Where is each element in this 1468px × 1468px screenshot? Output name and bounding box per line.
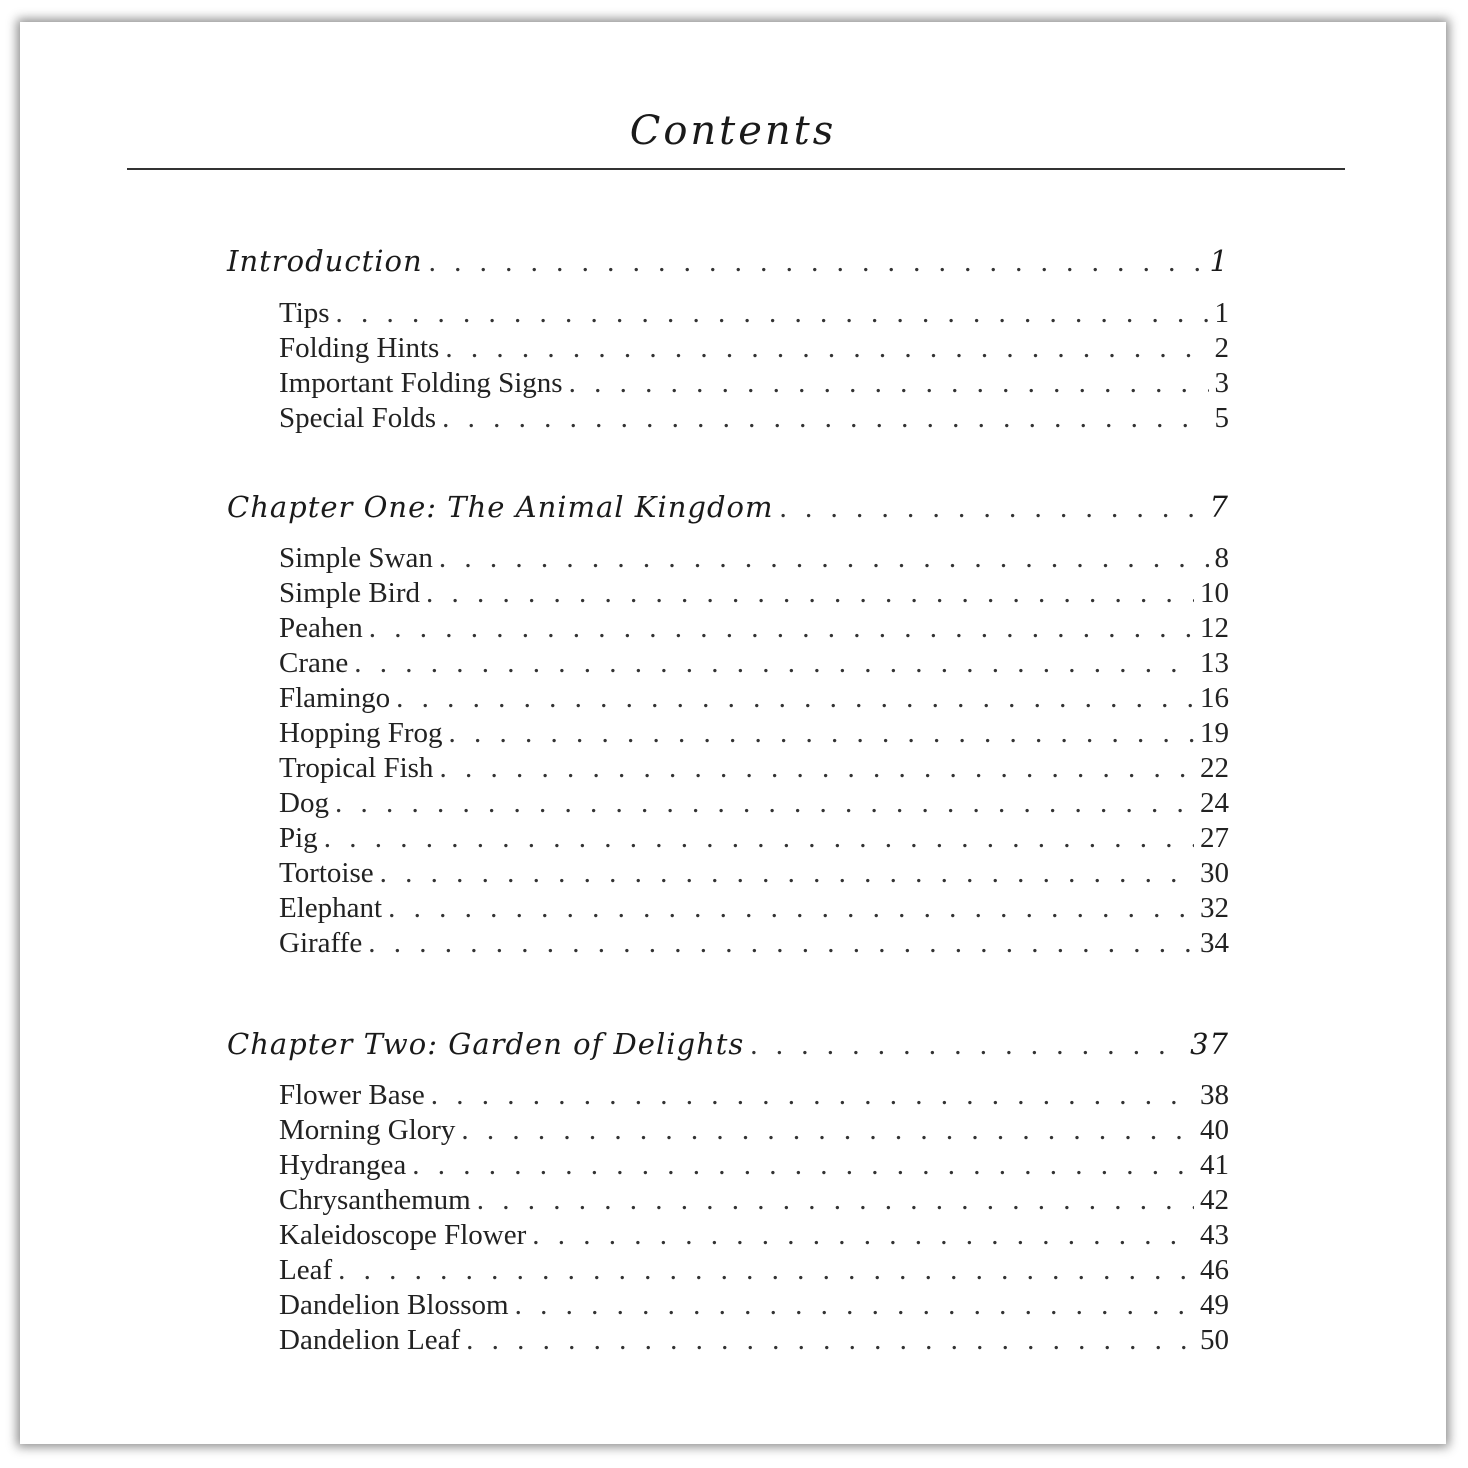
toc-entry[interactable]	[279, 367, 1229, 400]
toc-chapter-two[interactable]	[227, 1027, 1229, 1062]
leader-dots	[338, 1254, 1194, 1287]
toc-entry-label: Kaleidoscope Flower	[279, 1219, 527, 1251]
toc-entry[interactable]	[279, 577, 1229, 610]
toc-page-number: 5	[1214, 402, 1229, 434]
toc-entry[interactable]	[279, 717, 1229, 750]
toc-entry[interactable]	[279, 1079, 1229, 1112]
toc-page-number: 7	[1209, 490, 1229, 524]
toc-entry-label: Morning Glory	[279, 1114, 456, 1146]
toc-entry-label: Tortoise	[279, 857, 374, 889]
leader-dots	[324, 822, 1194, 855]
toc-entry-label: Dandelion Leaf	[279, 1324, 461, 1356]
toc-chapter-label: Introduction	[227, 244, 423, 278]
toc-page-number: 1	[1214, 297, 1229, 329]
leader-dots	[336, 297, 1209, 330]
toc-entry[interactable]	[279, 787, 1229, 820]
toc-page-number: 2	[1214, 332, 1229, 364]
leader-dots	[426, 577, 1194, 610]
toc-page-number: 37	[1190, 1027, 1229, 1061]
toc-page-number: 19	[1200, 717, 1229, 749]
toc-page-number: 1	[1209, 244, 1229, 278]
toc-entry[interactable]	[279, 1289, 1229, 1322]
toc-chapter-introduction[interactable]	[227, 244, 1229, 279]
leader-dots	[569, 367, 1209, 400]
toc-entry[interactable]	[279, 1324, 1229, 1357]
toc-entry-label: Leaf	[279, 1254, 333, 1286]
toc-page-number: 16	[1200, 682, 1229, 714]
toc-entry[interactable]	[279, 647, 1229, 680]
toc-entry[interactable]	[279, 682, 1229, 715]
leader-dots	[380, 857, 1194, 890]
toc-entry[interactable]	[279, 822, 1229, 855]
toc-entry-label: Tropical Fish	[279, 752, 434, 784]
toc-entry[interactable]	[279, 297, 1229, 330]
toc-entry[interactable]	[279, 752, 1229, 785]
toc-page-number: 10	[1200, 577, 1229, 609]
toc-entry-label: Giraffe	[279, 927, 363, 959]
toc-entry[interactable]	[279, 892, 1229, 925]
toc-entry-label: Dandelion Blossom	[279, 1289, 509, 1321]
toc-page-number: 41	[1200, 1149, 1229, 1181]
toc-entry[interactable]	[279, 542, 1229, 575]
toc-entry[interactable]	[279, 332, 1229, 365]
toc-entry-label: Flower Base	[279, 1079, 425, 1111]
toc-page-number: 24	[1200, 787, 1229, 819]
toc-entry-label: Dog	[279, 787, 329, 819]
toc-page-number: 22	[1200, 752, 1229, 784]
toc-entry-label: Chrysanthemum	[279, 1184, 471, 1216]
toc-entry[interactable]	[279, 1149, 1229, 1182]
toc-entry[interactable]	[279, 1219, 1229, 1252]
toc-chapter-one[interactable]	[227, 490, 1229, 525]
toc-page-number: 46	[1200, 1254, 1229, 1286]
leader-dots	[780, 492, 1204, 525]
toc-entry-label: Peahen	[279, 612, 363, 644]
toc-entry-label: Tips	[279, 297, 330, 329]
leader-dots	[429, 246, 1204, 279]
toc-entry-label: Simple Swan	[279, 542, 433, 574]
toc-entry-label: Hydrangea	[279, 1149, 407, 1181]
toc-entry-label: Flamingo	[279, 682, 391, 714]
toc-chapter-label: Chapter Two: Garden of Delights	[227, 1027, 745, 1061]
toc-entry[interactable]	[279, 1114, 1229, 1147]
toc-page-number: 13	[1200, 647, 1229, 679]
leader-dots	[388, 892, 1194, 925]
toc-entry-label: Crane	[279, 647, 349, 679]
leader-dots	[412, 1149, 1194, 1182]
leader-dots	[449, 717, 1194, 750]
toc-page-number: 49	[1200, 1289, 1229, 1321]
toc-entry[interactable]	[279, 1254, 1229, 1287]
toc-entry[interactable]	[279, 857, 1229, 890]
toc-page-number: 34	[1200, 927, 1229, 959]
toc-page-number: 8	[1214, 542, 1229, 574]
toc-entry-label: Elephant	[279, 892, 383, 924]
leader-dots	[396, 682, 1194, 715]
toc-page-number: 27	[1200, 822, 1229, 854]
leader-dots	[369, 612, 1194, 645]
leader-dots	[461, 1114, 1194, 1147]
toc-entry-label: Special Folds	[279, 402, 437, 434]
toc-page-number: 38	[1200, 1079, 1229, 1111]
toc-entry[interactable]	[279, 612, 1229, 645]
toc-page-number: 3	[1214, 367, 1229, 399]
toc-entry-label: Hopping Frog	[279, 717, 443, 749]
leader-dots	[439, 542, 1209, 575]
leader-dots	[368, 927, 1194, 960]
leader-dots	[477, 1184, 1194, 1217]
leader-dots	[354, 647, 1194, 680]
toc-page-number: 12	[1200, 612, 1229, 644]
toc-page-number: 30	[1200, 857, 1229, 889]
leader-dots	[431, 1079, 1194, 1112]
leader-dots	[466, 1324, 1194, 1357]
toc-entry-label: Important Folding Signs	[279, 367, 563, 399]
leader-dots	[515, 1289, 1194, 1322]
page-title: Contents	[629, 108, 837, 154]
toc-entry-label: Simple Bird	[279, 577, 420, 609]
toc-entry[interactable]	[279, 927, 1229, 960]
toc-entry[interactable]	[279, 402, 1229, 435]
toc-chapter-label: Chapter One: The Animal Kingdom	[227, 490, 774, 524]
title-divider	[127, 168, 1345, 170]
leader-dots	[532, 1219, 1194, 1252]
leader-dots	[439, 752, 1194, 785]
toc-page-number: 50	[1200, 1324, 1229, 1356]
toc-entry-label: Pig	[279, 822, 318, 854]
toc-page-number: 32	[1200, 892, 1229, 924]
toc-page-number: 40	[1200, 1114, 1229, 1146]
leader-dots	[750, 1029, 1184, 1062]
document-page	[20, 22, 1446, 1444]
toc-page-number: 42	[1200, 1184, 1229, 1216]
toc-page-number: 43	[1200, 1219, 1229, 1251]
leader-dots	[442, 402, 1208, 435]
leader-dots	[445, 332, 1208, 365]
toc-entry[interactable]	[279, 1184, 1229, 1217]
toc-entry-label: Folding Hints	[279, 332, 440, 364]
leader-dots	[335, 787, 1194, 820]
